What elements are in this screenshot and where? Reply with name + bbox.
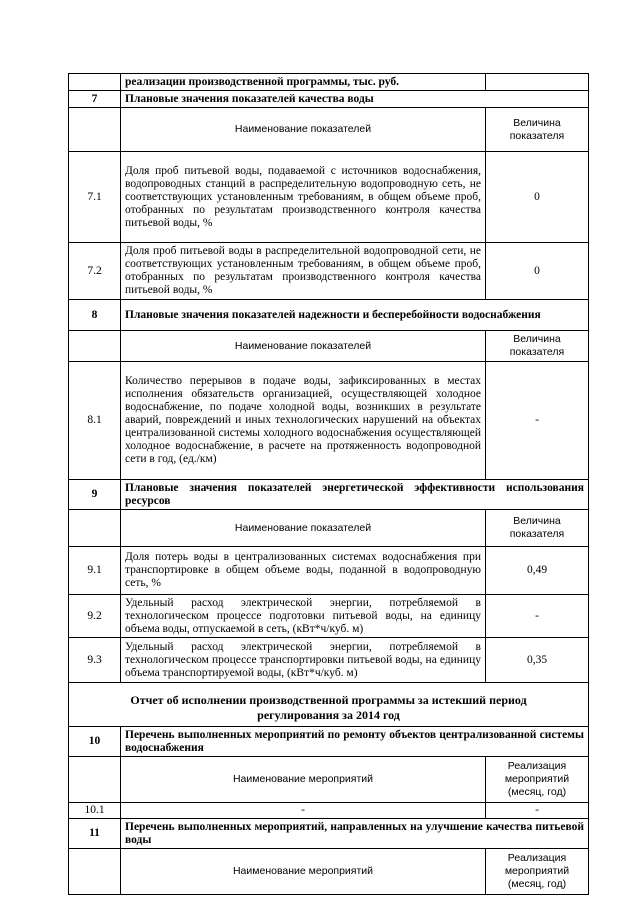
num-cell (69, 757, 121, 803)
section-title: Перечень выполненных мероприятий по ремонту объектов централизованной системы водоснабжения (121, 727, 589, 757)
indicator-value-header: Величина показателя (486, 510, 589, 547)
row-number: 7.1 (69, 152, 121, 243)
column-header-row (69, 331, 589, 362)
indicator-value: 0 (486, 243, 589, 300)
column-header-row (69, 108, 589, 152)
production-program-table (68, 73, 589, 895)
indicator-text: Доля потерь воды в централизованных системах водоснабжения при транспортировке в общем объеме воды, поданной в водопроводную сеть, % (121, 547, 486, 595)
num-cell (69, 510, 121, 547)
indicator-value: 0 (486, 152, 589, 243)
section-row (69, 727, 589, 757)
section-title: Плановые значения показателей качества воды (121, 91, 589, 108)
num-cell (69, 331, 121, 362)
section-title: Плановые значения показателей энергетической эффективности использования ресурсов (121, 480, 589, 510)
table-row (69, 362, 589, 480)
measure-name-header: Наименование мероприятий (121, 849, 486, 895)
row-number: 9.1 (69, 547, 121, 595)
measure-date-header: Реализация мероприятий (месяц, год) (486, 757, 589, 803)
section-number: 11 (69, 819, 121, 849)
section-row (69, 819, 589, 849)
num-cell (69, 849, 121, 895)
measure-text: - (121, 803, 486, 819)
indicator-name-header: Наименование показателей (121, 510, 486, 547)
indicator-name-header: Наименование показателей (121, 331, 486, 362)
continued-row-text: реализации производственной программы, тыс. руб. (121, 74, 486, 91)
row-number: 8.1 (69, 362, 121, 480)
section-title: Перечень выполненных мероприятий, направленных на улучшение качества питьевой воды (121, 819, 589, 849)
section-number: 7 (69, 91, 121, 108)
indicator-text: Количество перерывов в подаче воды, зафиксированных в местах исполнения обязательств организацией, осуществляющей холодное водоснабжение, по подаче холодной воды, возникших в результате аварий, повреждений и иных технологических нарушений на объектах централизованной системы холодного водоснабжения осуществляющей холодное водоснабжение, в расчете на протяженность водопроводной сети в год, (ед./км) (121, 362, 486, 480)
section-number: 10 (69, 727, 121, 757)
indicator-text: Удельный расход электрической энергии, потребляемой в технологическом процессе подготовки питьевой воды, на единицу объема воды, отпускаемой в сеть, (кВт*ч/куб. м) (121, 595, 486, 638)
table-row (69, 547, 589, 595)
section-number: 9 (69, 480, 121, 510)
indicator-text: Удельный расход электрической энергии, потребляемой в технологическом процессе транспортировки питьевой воды, на единицу объема транспортируемой воды, (кВт*ч/куб. м) (121, 638, 486, 683)
section-row (69, 480, 589, 510)
measure-date: - (486, 803, 589, 819)
report-title: Отчет об исполнении производственной программы за истекший период регулирования за 2014 год (69, 683, 589, 727)
table-row (69, 803, 589, 819)
num-cell (69, 74, 121, 91)
row-number: 7.2 (69, 243, 121, 300)
measure-date-header: Реализация мероприятий (месяц, год) (486, 849, 589, 895)
num-cell (69, 108, 121, 152)
indicator-value: - (486, 595, 589, 638)
indicator-name-header: Наименование показателей (121, 108, 486, 152)
column-header-row (69, 849, 589, 895)
measure-name-header: Наименование мероприятий (121, 757, 486, 803)
report-title-row (69, 683, 589, 727)
indicator-value: 0,49 (486, 547, 589, 595)
indicator-value: - (486, 362, 589, 480)
value-cell (486, 74, 589, 91)
indicator-value-header: Величина показателя (486, 331, 589, 362)
table-row (69, 74, 589, 91)
section-row (69, 91, 589, 108)
table-row (69, 243, 589, 300)
row-number: 9.3 (69, 638, 121, 683)
table-row (69, 595, 589, 638)
section-title: Плановые значения показателей надежности и бесперебойности водоснабжения (121, 300, 589, 331)
column-header-row (69, 757, 589, 803)
indicator-text: Доля проб питьевой воды, подаваемой с источников водоснабжения, водопроводных станций в распределительную водопроводную сеть, не соответствующих установленным требованиям, в общем объеме проб, отобранных по результатам производственного контроля качества питьевой воды, % (121, 152, 486, 243)
column-header-row (69, 510, 589, 547)
table-row (69, 638, 589, 683)
section-number: 8 (69, 300, 121, 331)
indicator-value-header: Величина показателя (486, 108, 589, 152)
row-number: 9.2 (69, 595, 121, 638)
indicator-value: 0,35 (486, 638, 589, 683)
row-number: 10.1 (69, 803, 121, 819)
table-row (69, 152, 589, 243)
indicator-text: Доля проб питьевой воды в распределительной водопроводной сети, не соответствующих установленным требованиям, в общем объеме проб, отобранных по результатам производственного контроля качества питьевой воды, % (121, 243, 486, 300)
section-row (69, 300, 589, 331)
